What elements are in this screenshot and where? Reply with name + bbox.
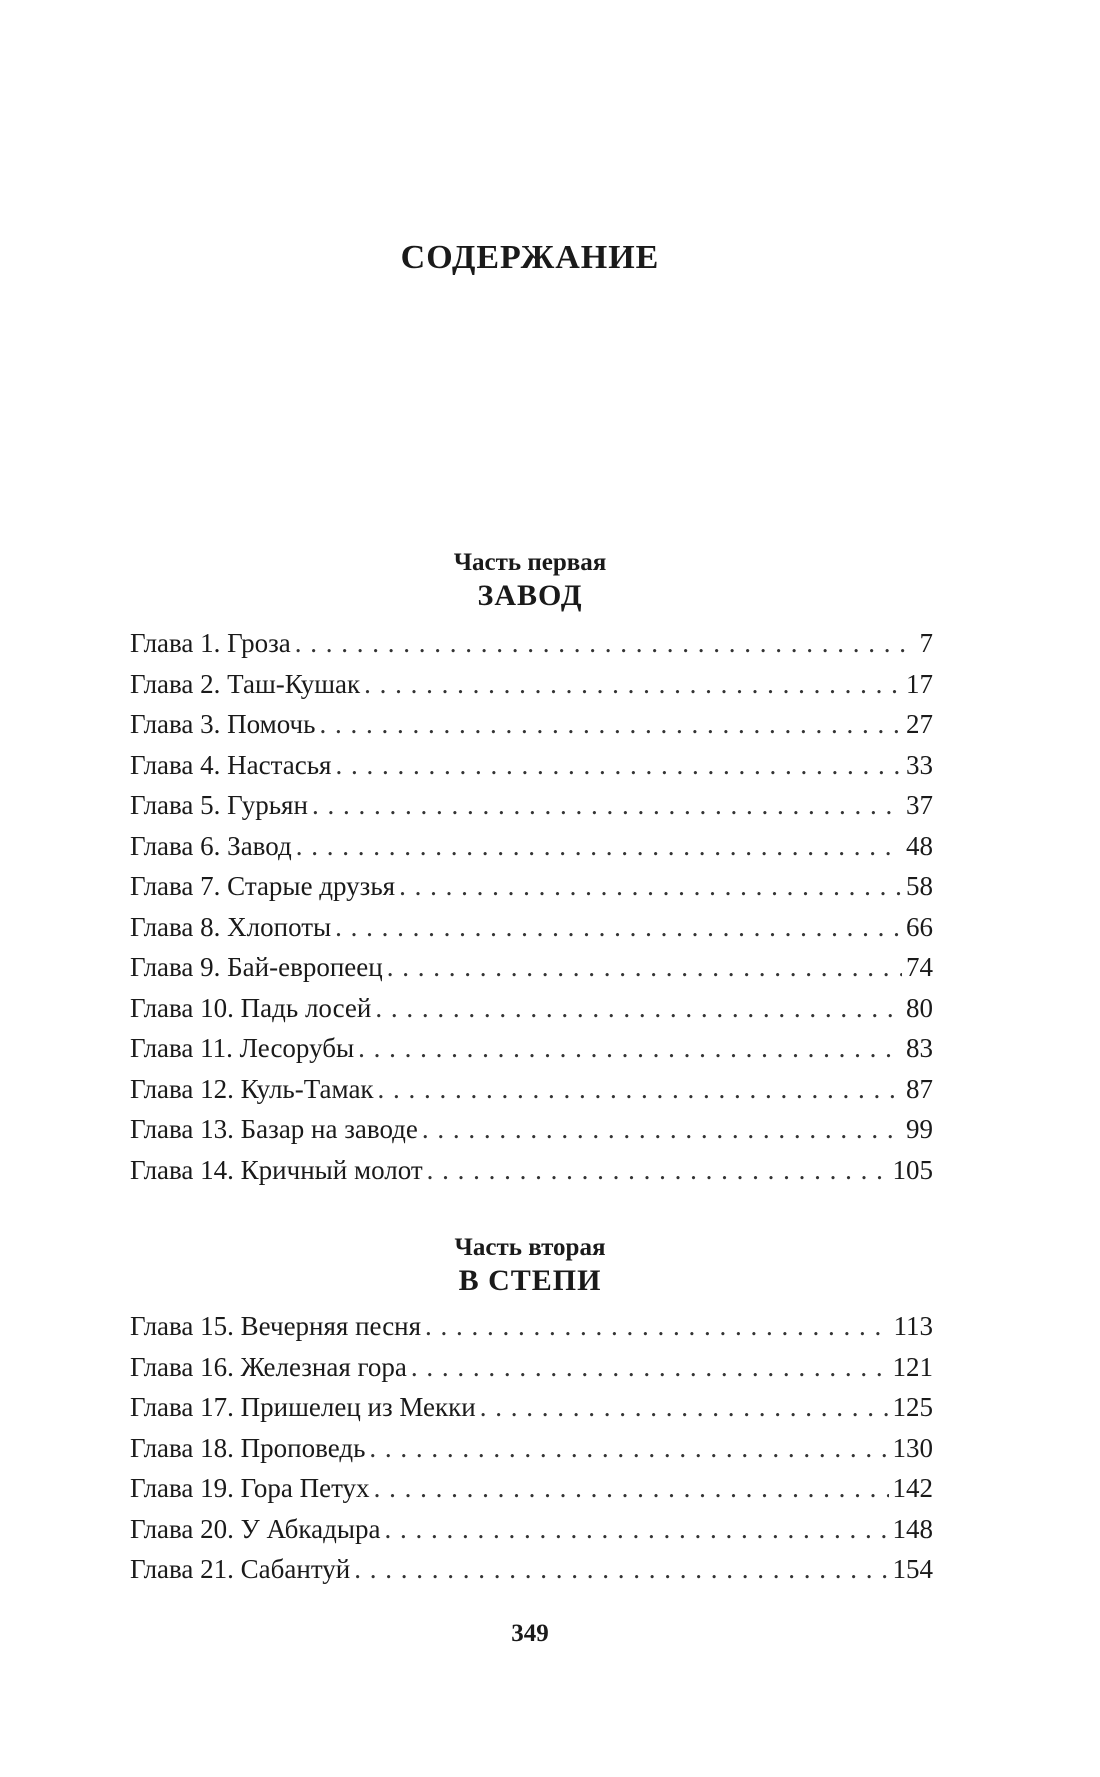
- dot-leader: [335, 745, 902, 786]
- chapter-page-number: 125: [892, 1392, 933, 1422]
- chapter-title: Глава 15. Вечерняя песня: [130, 1311, 422, 1341]
- dot-leader: [399, 866, 902, 907]
- chapter-page-number: 105: [892, 1154, 933, 1185]
- chapter-page-number: 142: [892, 1473, 933, 1503]
- page-title: СОДЕРЖАНИЕ: [400, 238, 660, 276]
- toc-entry: [130, 704, 933, 745]
- chapter-page-number: 99: [906, 1114, 933, 1144]
- chapter-page-number: 87: [906, 1073, 933, 1104]
- dot-leader: [375, 988, 902, 1029]
- dot-leader: [378, 1069, 902, 1110]
- toc-entry: [130, 907, 933, 948]
- dot-leader: [295, 623, 916, 664]
- toc-entry: [130, 1347, 933, 1388]
- toc-entry: [130, 1387, 933, 1428]
- toc-entry: [130, 1028, 933, 1069]
- chapter-page-number: 48: [906, 830, 933, 861]
- part-label: Часть первая: [453, 549, 607, 576]
- toc-entry: [130, 1306, 933, 1347]
- toc-list-part-2: [130, 1306, 933, 1590]
- part-label: Часть вторая: [454, 1234, 606, 1261]
- part-name: В СТЕПИ: [458, 1264, 602, 1297]
- chapter-page-number: 33: [906, 749, 933, 780]
- dot-leader: [374, 1468, 889, 1509]
- dot-leader: [364, 664, 902, 705]
- chapter-title: Глава 21. Сабантуй: [130, 1554, 351, 1584]
- toc-entry: [130, 826, 933, 867]
- toc-entry: [130, 623, 933, 664]
- chapter-page-number: 74: [906, 952, 933, 982]
- chapter-page-number: 148: [892, 1513, 933, 1544]
- chapter-page-number: 154: [892, 1554, 933, 1584]
- chapter-title: Глава 6. Завод: [130, 830, 292, 861]
- toc-entry: [130, 947, 933, 988]
- toc-entry: [130, 1428, 933, 1469]
- chapter-page-number: 37: [906, 790, 933, 820]
- chapter-title: Глава 12. Куль-Тамак: [130, 1073, 374, 1104]
- chapter-page-number: 27: [906, 709, 933, 739]
- chapter-title: Глава 19. Гора Петух: [130, 1473, 370, 1503]
- chapter-page-number: 58: [906, 871, 933, 901]
- toc-entry: [130, 866, 933, 907]
- chapter-page-number: 7: [919, 628, 933, 658]
- chapter-page-number: 130: [892, 1432, 933, 1463]
- chapter-title: Глава 18. Проповедь: [130, 1432, 366, 1463]
- toc-list-part-1: [130, 623, 933, 1190]
- chapter-page-number: 17: [906, 668, 933, 699]
- toc-entry: [130, 785, 933, 826]
- chapter-title: Глава 4. Настасья: [130, 749, 332, 780]
- toc-entry: [130, 1509, 933, 1550]
- dot-leader: [387, 947, 902, 988]
- dot-leader: [422, 1109, 902, 1150]
- dot-leader: [480, 1387, 889, 1428]
- dot-leader: [358, 1028, 902, 1069]
- dot-leader: [369, 1428, 888, 1469]
- dot-leader: [425, 1306, 889, 1347]
- chapter-title: Глава 3. Помочь: [130, 709, 316, 739]
- dot-leader: [384, 1509, 888, 1550]
- dot-leader: [354, 1549, 888, 1590]
- dot-leader: [312, 785, 902, 826]
- chapter-title: Глава 13. Базар на заводе: [130, 1114, 418, 1144]
- toc-entry: [130, 1150, 933, 1191]
- dot-leader: [411, 1347, 889, 1388]
- dot-leader: [296, 826, 902, 867]
- chapter-title: Глава 7. Старые друзья: [130, 871, 396, 901]
- chapter-title: Глава 10. Падь лосей: [130, 992, 372, 1023]
- chapter-page-number: 80: [906, 992, 933, 1023]
- chapter-title: Глава 8. Хлопоты: [130, 911, 332, 942]
- toc-entry: [130, 664, 933, 705]
- chapter-title: Глава 17. Пришелец из Мекки: [130, 1392, 476, 1422]
- chapter-title: Глава 1. Гроза: [130, 628, 291, 658]
- chapter-title: Глава 9. Бай-европеец: [130, 952, 383, 982]
- toc-entry: [130, 1109, 933, 1150]
- toc-entry: [130, 1549, 933, 1590]
- chapter-title: Глава 16. Железная гора: [130, 1351, 407, 1382]
- chapter-page-number: 121: [892, 1351, 933, 1382]
- chapter-page-number: 66: [906, 911, 933, 942]
- toc-entry: [130, 745, 933, 786]
- dot-leader: [319, 704, 902, 745]
- chapter-title: Глава 14. Кричный молот: [130, 1154, 423, 1185]
- toc-entry: [130, 1468, 933, 1509]
- dot-leader: [427, 1150, 889, 1191]
- chapter-title: Глава 20. У Абкадыра: [130, 1513, 381, 1544]
- chapter-page-number: 113: [893, 1311, 933, 1341]
- chapter-title: Глава 11. Лесорубы: [130, 1033, 355, 1063]
- part-name: ЗАВОД: [477, 579, 583, 612]
- chapter-title: Глава 5. Гурьян: [130, 790, 308, 820]
- toc-entry: [130, 1069, 933, 1110]
- chapter-page-number: 83: [906, 1033, 933, 1063]
- chapter-title: Глава 2. Таш-Кушак: [130, 668, 361, 699]
- page-number: 349: [511, 1620, 549, 1647]
- toc-entry: [130, 988, 933, 1029]
- part-heading-1: [0, 548, 1060, 614]
- part-heading-2: [0, 1233, 1060, 1299]
- dot-leader: [335, 907, 902, 948]
